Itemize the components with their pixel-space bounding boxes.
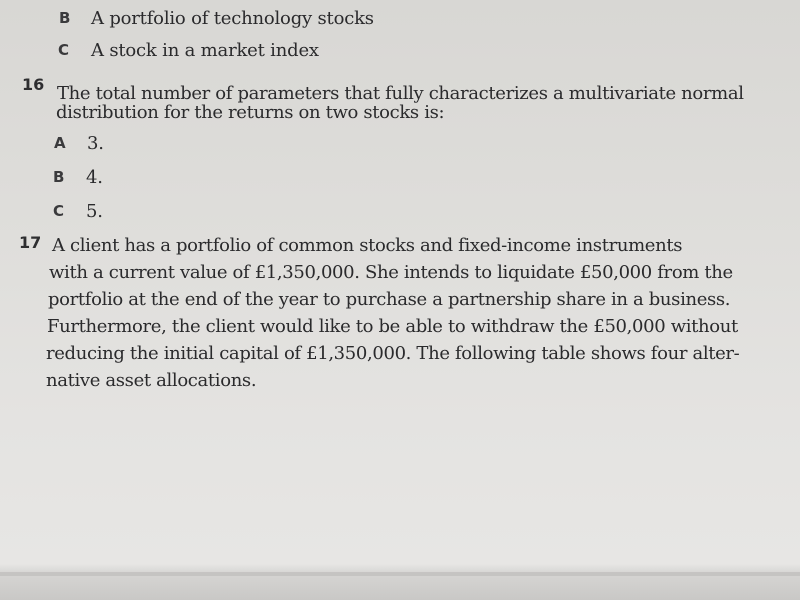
question-17-number: 17 [19, 233, 42, 252]
question-17-line-1: A client has a portfolio of common stocks and fixed-income instruments [52, 235, 683, 256]
question-17-line-4: Furthermore, the client would like to be able to withdraw the £50,000 without [47, 316, 738, 337]
question-16-line-2: distribution for the returns on two stocks is: [56, 102, 445, 123]
question-17-line-2: with a current value of £1,350,000. She intends to liquidate £50,000 from the [49, 262, 733, 283]
q16-option-letter-c: C [53, 202, 65, 220]
q16-option-letter-a: A [54, 134, 66, 152]
q16-option-text-c: 5. [86, 201, 103, 222]
option-letter-b-prev: B [59, 9, 71, 27]
q16-option-letter-b: B [53, 168, 65, 186]
q16-option-text-b: 4. [86, 167, 103, 188]
question-16-number: 16 [22, 75, 45, 94]
question-17-line-6: native asset allocations. [46, 370, 257, 391]
question-17-line-5: reducing the initial capital of £1,350,000. The following table shows four alter- [46, 343, 740, 364]
page-bottom-edge [0, 572, 800, 576]
option-text-c-prev: A stock in a market index [91, 40, 319, 61]
q16-option-text-a: 3. [87, 133, 104, 154]
question-16-line-1: The total number of parameters that fully characterizes a multivariate normal [57, 83, 744, 104]
option-letter-c-prev: C [58, 41, 70, 59]
question-17-line-3: portfolio at the end of the year to purchase a partnership share in a business. [48, 289, 731, 310]
option-text-b-prev: A portfolio of technology stocks [91, 8, 374, 29]
